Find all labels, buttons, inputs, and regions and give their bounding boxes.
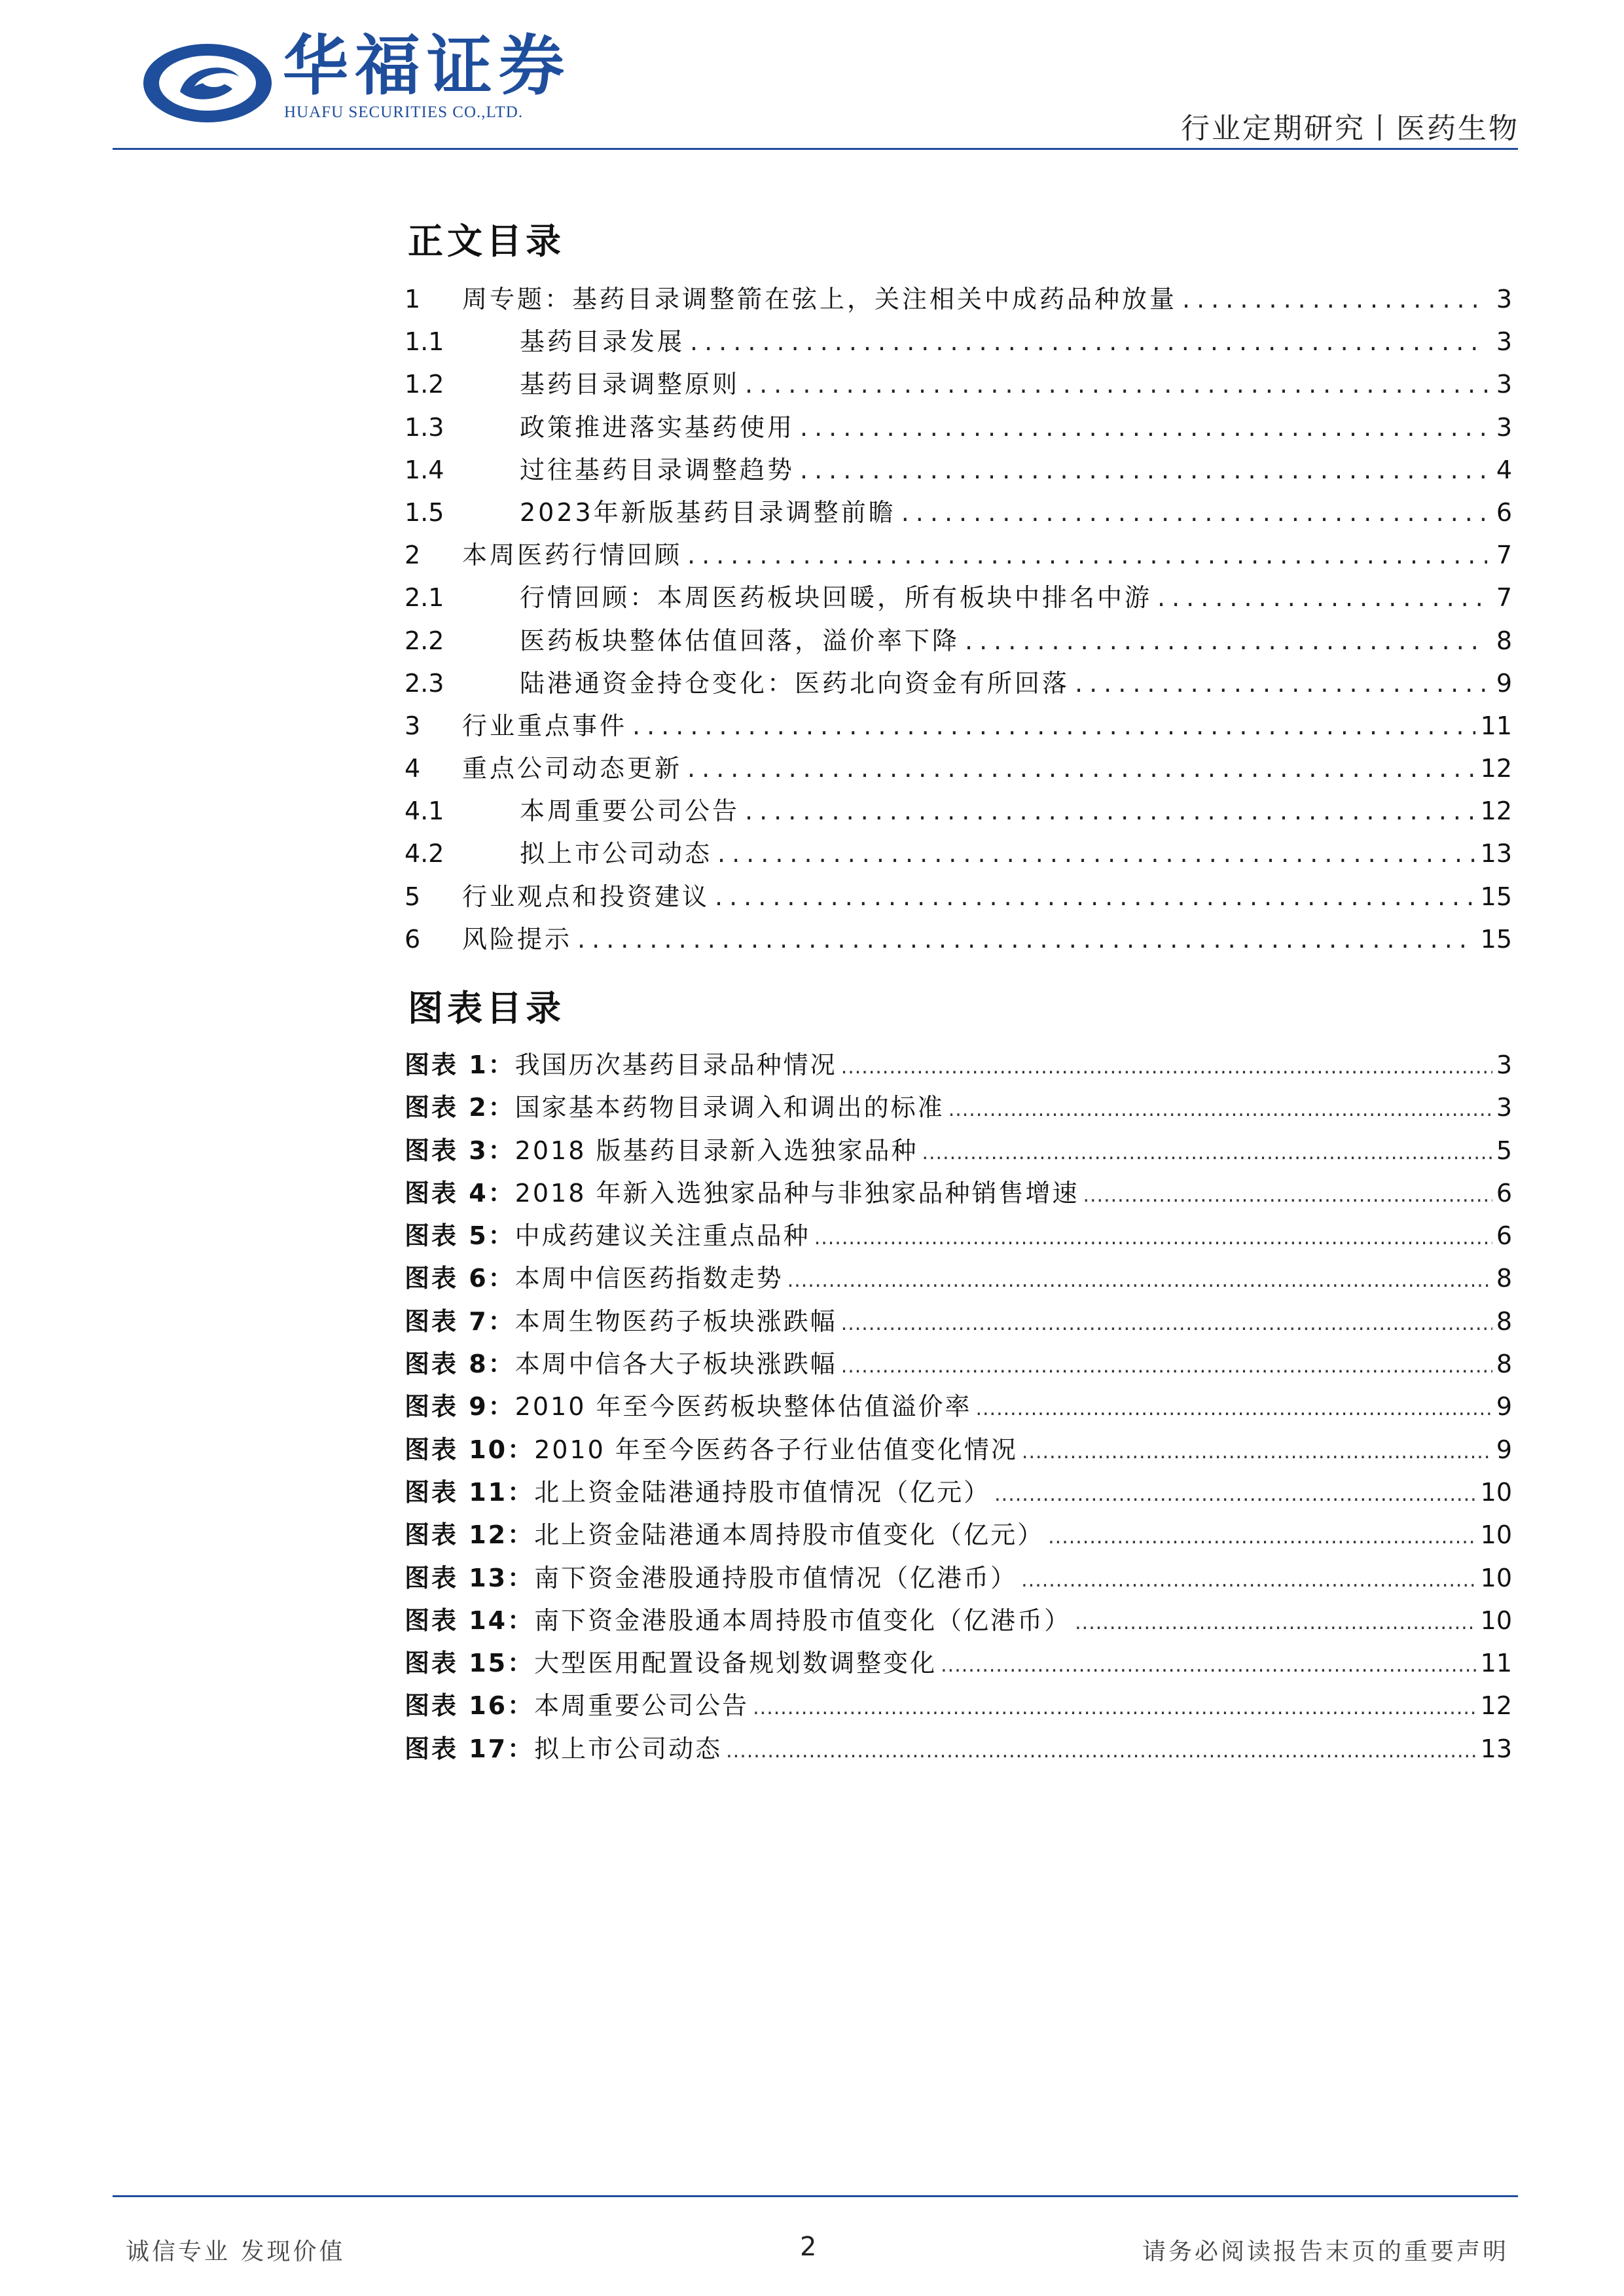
figure-entry[interactable]: [405, 1088, 1512, 1131]
figure-entry-page: 12: [1480, 1691, 1512, 1721]
toc-entry-title: 重点公司动态更新: [462, 754, 683, 783]
toc-entry[interactable]: [405, 579, 1512, 621]
toc-entry-number: 2.3: [405, 668, 444, 698]
toc-entry-number: 4.2: [405, 839, 444, 869]
figure-entry-label: 图表 6：: [405, 1264, 515, 1293]
dot-leader: [948, 1100, 1492, 1120]
toc-entry-page: 13: [1480, 839, 1512, 869]
toc-entry-title: 拟上市公司动态: [520, 839, 713, 869]
dot-leader: [841, 1314, 1492, 1334]
figure-entry-title: 大型医用配置设备规划数调整变化: [534, 1649, 937, 1678]
dot-leader: [745, 798, 1475, 823]
figure-entry-label: 图表 3：: [405, 1136, 515, 1165]
toc-heading: 正文目录: [408, 221, 565, 262]
dot-leader: [1022, 1443, 1492, 1462]
toc-entry-title: 医药板块整体估值回落，溢价率下降: [520, 626, 960, 655]
figure-entry-label: 图表 16：: [405, 1691, 535, 1721]
toc-entry-number: 2: [405, 541, 421, 570]
figure-entry-page: 9: [1496, 1392, 1512, 1422]
dot-leader: [1083, 1186, 1492, 1206]
toc-entry-number: 6: [405, 924, 421, 954]
toc-entry-page: 15: [1480, 924, 1512, 954]
dot-leader: [753, 1698, 1477, 1718]
toc-entry-number: 2.1: [405, 583, 444, 613]
toc-entry[interactable]: [405, 749, 1512, 792]
toc-entry-page: 7: [1496, 541, 1512, 570]
toc-entry[interactable]: [405, 408, 1512, 451]
toc-entry-title: 行情回顾：本周医药板块回暖，所有板块中排名中游: [520, 583, 1153, 613]
toc-entry-page: 11: [1480, 711, 1512, 740]
toc-entry-page: 15: [1480, 882, 1512, 911]
figure-entry-title: 2010 年至今医药各子行业估值变化情况: [534, 1435, 1018, 1464]
toc-entry-number: 3: [405, 711, 421, 740]
figure-entry-title: 2018 年新入选独家品种与非独家品种销售增速: [514, 1178, 1079, 1208]
dot-leader: [787, 1271, 1492, 1291]
toc-entry-number: 2.2: [405, 626, 444, 655]
figure-entry-page: 6: [1496, 1178, 1512, 1208]
toc-entry[interactable]: [405, 920, 1512, 963]
figure-entry-label: 图表 4：: [405, 1178, 515, 1208]
dot-leader: [1075, 1613, 1477, 1633]
report-type: 行业定期研究丨医药生物: [1181, 112, 1519, 145]
figure-entry-label: 图表 13：: [405, 1563, 535, 1592]
toc-entry-title: 政策推进落实基药使用: [520, 412, 795, 442]
toc-entry[interactable]: [405, 792, 1512, 834]
figure-entry-page: 8: [1496, 1264, 1512, 1293]
dot-leader: [687, 543, 1487, 567]
figure-entry-title: 本周生物医药子板块涨跌幅: [514, 1306, 837, 1336]
toc-entry-title: 基药目录发展: [520, 327, 685, 357]
toc-entry[interactable]: [405, 622, 1512, 664]
figure-entry-title: 北上资金陆港通持股市值情况（亿元）: [534, 1477, 991, 1507]
figure-entry[interactable]: [405, 1259, 1512, 1302]
figure-entry-label: 图表 15：: [405, 1649, 535, 1678]
toc-entry-page: 12: [1480, 797, 1512, 826]
toc-entry-number: 1.3: [405, 412, 444, 442]
figure-entry[interactable]: [405, 1687, 1512, 1729]
figure-entry-title: 中成药建议关注重点品种: [514, 1221, 810, 1251]
dot-leader: [1075, 671, 1487, 696]
toc-entry[interactable]: [405, 451, 1512, 493]
figure-entry-page: 8: [1496, 1306, 1512, 1336]
footer-disclaimer: 请务必阅读报告末页的重要声明: [1142, 2238, 1509, 2265]
figure-entry-title: 南下资金港股通持股市值情况（亿港币）: [534, 1563, 1018, 1592]
footer-divider: [113, 2195, 1518, 2197]
dot-leader: [1021, 1571, 1477, 1590]
toc-entry[interactable]: [405, 365, 1512, 408]
toc-entry-title: 风险提示: [462, 924, 573, 954]
toc-entry-title: 行业重点事件: [462, 711, 628, 740]
dot-leader: [690, 329, 1487, 354]
toc-entry-page: 3: [1496, 285, 1512, 314]
figure-entry-label: 图表 12：: [405, 1520, 535, 1550]
toc-entry[interactable]: [405, 664, 1512, 707]
toc-entry[interactable]: [405, 707, 1512, 749]
figure-entry-label: 图表 1：: [405, 1050, 515, 1079]
dot-leader: [901, 500, 1487, 525]
toc-entry-number: 5: [405, 882, 421, 911]
toc-entry-page: 4: [1496, 455, 1512, 484]
figure-entry[interactable]: [405, 1431, 1512, 1473]
dot-leader: [800, 457, 1487, 482]
dot-leader: [715, 884, 1475, 909]
toc-entry[interactable]: [405, 878, 1512, 920]
figure-entry-label: 图表 7：: [405, 1306, 515, 1336]
dot-leader: [800, 415, 1487, 440]
dot-leader: [841, 1357, 1492, 1376]
figure-entry-label: 图表 8：: [405, 1350, 515, 1379]
toc-entry-page: 8: [1496, 626, 1512, 655]
dot-leader: [1157, 585, 1487, 610]
dot-leader: [717, 841, 1475, 866]
figure-entry[interactable]: [405, 1345, 1512, 1388]
figure-entry-label: 图表 9：: [405, 1392, 515, 1422]
figure-entry-title: 本周重要公司公告: [534, 1691, 749, 1721]
dot-leader: [745, 372, 1487, 397]
figure-entry-title: 我国历次基药目录品种情况: [514, 1050, 837, 1079]
dot-leader: [994, 1485, 1477, 1505]
figure-entry-page: 11: [1480, 1649, 1512, 1678]
toc-entry[interactable]: [405, 536, 1512, 579]
toc-entry-title: 2023年新版基药目录调整前瞻: [520, 497, 896, 527]
dot-leader: [632, 713, 1475, 738]
toc-entry-title: 行业观点和投资建议: [462, 882, 710, 911]
figure-entry[interactable]: [405, 1730, 1512, 1772]
toc-entry-number: 4: [405, 754, 421, 783]
figure-entry-label: 图表 11：: [405, 1477, 535, 1507]
figure-entry-page: 3: [1496, 1093, 1512, 1122]
figure-entry-title: 2010 年至今医药板块整体估值溢价率: [514, 1392, 972, 1422]
header-divider: [113, 148, 1518, 150]
figure-entry-page: 10: [1480, 1477, 1512, 1507]
toc-entry-title: 本周医药行情回顾: [462, 541, 683, 570]
dot-leader: [965, 628, 1487, 653]
figure-entry-title: 南下资金港股通本周持股市值变化（亿港币）: [534, 1605, 1072, 1635]
dot-leader: [577, 927, 1475, 952]
figure-entry-page: 6: [1496, 1221, 1512, 1251]
toc-entry-number: 4.1: [405, 797, 444, 826]
toc-entry-number: 1: [405, 285, 421, 314]
toc-entry[interactable]: [405, 834, 1512, 877]
dot-leader: [841, 1058, 1492, 1077]
toc-entry-number: 1.4: [405, 455, 444, 484]
figure-entry-label: 图表 2：: [405, 1093, 515, 1122]
figure-entry-page: 10: [1480, 1520, 1512, 1550]
dot-leader: [941, 1656, 1477, 1676]
figure-entry[interactable]: [405, 1473, 1512, 1516]
dot-leader: [975, 1399, 1492, 1419]
figure-entry[interactable]: [405, 1046, 1512, 1088]
figure-entry[interactable]: [405, 1388, 1512, 1430]
dot-leader: [1048, 1528, 1477, 1547]
toc-entry-title: 本周重要公司公告: [520, 797, 740, 826]
toc-entry-number: 1.5: [405, 497, 444, 527]
figure-entry-title: 2018 版基药目录新入选独家品种: [514, 1136, 918, 1165]
figure-entry-page: 10: [1480, 1605, 1512, 1635]
figure-entry[interactable]: [405, 1132, 1512, 1174]
toc-entry[interactable]: [405, 323, 1512, 365]
figure-entry[interactable]: [405, 1559, 1512, 1602]
page-number: 2: [800, 2232, 817, 2262]
toc-entry[interactable]: [405, 280, 1512, 323]
footer-slogan: 诚信专业 发现价值: [126, 2238, 346, 2265]
toc-entry[interactable]: [405, 493, 1512, 536]
figure-entry-page: 9: [1496, 1435, 1512, 1464]
figure-entry-page: 8: [1496, 1350, 1512, 1379]
figure-list: [405, 1046, 1512, 1772]
figure-entry-title: 本周中信医药指数走势: [514, 1264, 784, 1293]
toc-entry-page: 9: [1496, 668, 1512, 698]
figure-entry-label: 图表 5：: [405, 1221, 515, 1251]
figure-list-heading: 图表目录: [408, 988, 565, 1029]
figure-entry[interactable]: [405, 1302, 1512, 1345]
figure-entry-label: 图表 10：: [405, 1435, 535, 1464]
figure-entry-page: 10: [1480, 1563, 1512, 1592]
figure-entry-title: 拟上市公司动态: [534, 1734, 723, 1763]
toc-entry-number: 1.1: [405, 327, 444, 357]
figure-entry-label: 图表 14：: [405, 1605, 535, 1635]
dot-leader: [726, 1742, 1477, 1761]
dot-leader: [922, 1143, 1492, 1163]
figure-entry[interactable]: [405, 1644, 1512, 1687]
toc-entry-page: 6: [1496, 497, 1512, 527]
figure-entry[interactable]: [405, 1516, 1512, 1558]
figure-entry[interactable]: [405, 1602, 1512, 1644]
toc-entry-title: 周专题：基药目录调整箭在弦上，关注相关中成药品种放量: [462, 285, 1178, 314]
brand-name-en: HUAFU SECURITIES CO.,LTD.: [284, 103, 524, 121]
figure-entry-title: 北上资金陆港通本周持股市值变化（亿元）: [534, 1520, 1045, 1550]
figure-entry[interactable]: [405, 1174, 1512, 1217]
toc-list: [405, 280, 1512, 963]
figure-entry-title: 国家基本药物目录调入和调出的标准: [514, 1093, 945, 1122]
figure-entry-page: 5: [1496, 1136, 1512, 1165]
toc-entry-page: 7: [1496, 583, 1512, 613]
figure-entry-page: 3: [1496, 1050, 1512, 1079]
toc-entry-number: 1.2: [405, 370, 444, 399]
dot-leader: [1182, 287, 1487, 312]
company-logo-icon: [141, 41, 275, 126]
figure-entry-page: 13: [1480, 1734, 1512, 1763]
figure-entry-title: 本周中信各大子板块涨跌幅: [514, 1350, 837, 1379]
dot-leader: [687, 756, 1475, 781]
toc-entry-page: 3: [1496, 370, 1512, 399]
toc-entry-page: 3: [1496, 412, 1512, 442]
brand-name-cn: 华福证券: [283, 27, 571, 104]
toc-entry-page: 12: [1480, 754, 1512, 783]
dot-leader: [814, 1229, 1492, 1248]
toc-entry-title: 基药目录调整原则: [520, 370, 740, 399]
figure-entry-label: 图表 17：: [405, 1734, 535, 1763]
figure-entry[interactable]: [405, 1217, 1512, 1259]
toc-entry-title: 陆港通资金持仓变化：医药北向资金有所回落: [520, 668, 1070, 698]
toc-entry-title: 过往基药目录调整趋势: [520, 455, 795, 484]
toc-entry-page: 3: [1496, 327, 1512, 357]
